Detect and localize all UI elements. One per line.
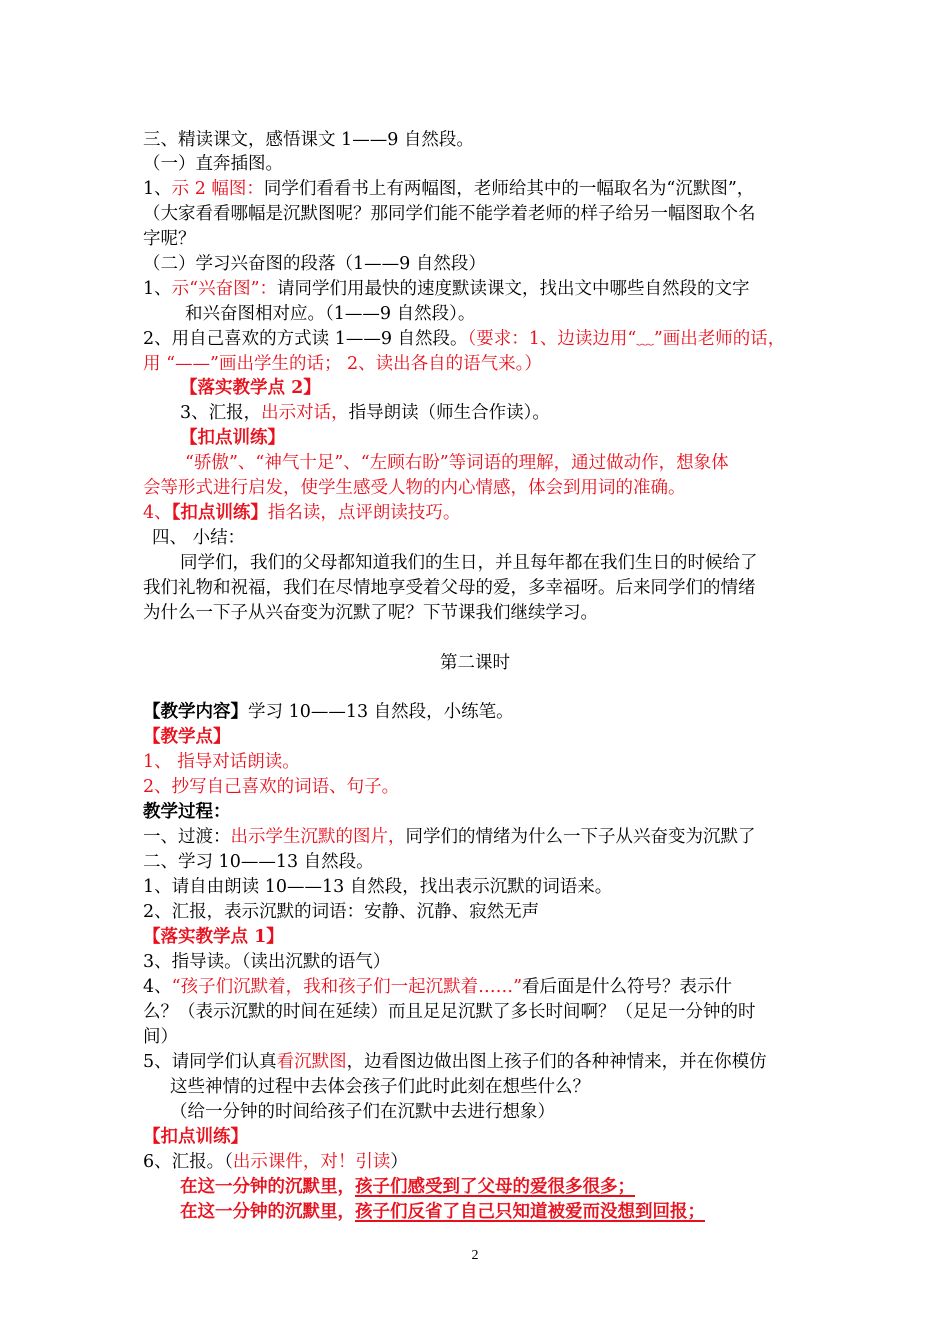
training-tag: 【扣点训练】 <box>143 1127 248 1147</box>
paragraph-line: 4、“孩子们沉默着，我和孩子们一起沉默着……”看后面是什么符号？表示什 <box>143 977 733 997</box>
teaching-point-tag: 【落实教学点 2】 <box>180 378 321 398</box>
paragraph-line: 2、汇报，表示沉默的词语：安静、沉静、寂然无声 <box>143 902 540 922</box>
paragraph-line: 2、用自己喜欢的方式读 1——9 自然段。（要求：1、边读边用“﹏”画出老师的话， <box>143 329 786 349</box>
page-number: 2 <box>471 1248 479 1263</box>
paragraph-line: 二、学习 10——13 自然段。 <box>143 852 374 872</box>
paragraph-line: 和兴奋图相对应。（1——9 自然段）。 <box>185 304 476 324</box>
process-heading: 教学过程： <box>143 802 231 822</box>
subheading: （一）直奔插图。 <box>143 154 283 174</box>
paragraph-line: 1、请自由朗读 10——13 自然段，找出表示沉默的词语来。 <box>143 877 613 897</box>
list-item: 2、抄写自己喜欢的词语、句子。 <box>143 777 400 797</box>
paragraph-line: 【教学内容】学习 10——13 自然段，小练笔。 <box>143 702 514 722</box>
subheading: （二）学习兴奋图的段落（1——9 自然段） <box>143 254 486 274</box>
paragraph-line: 同学们，我们的父母都知道我们的生日，并且每年都在我们生日的时候给了 <box>180 553 758 573</box>
paragraph-line: （给一分钟的时间给孩子们在沉默中去进行想象） <box>170 1102 555 1122</box>
highlight-line: 在这一分钟的沉默里，孩子们反省了自己只知道被爱而没想到回报； <box>180 1202 705 1222</box>
lesson-title: 第二课时 <box>440 653 510 673</box>
paragraph-line: 1、示 2 幅图：同学们看看书上有两幅图，老师给其中的一幅取名为“沉默图”， <box>143 179 755 199</box>
paragraph-line: 为什么一下子从兴奋变为沉默了呢？下节课我们继续学习。 <box>143 603 598 623</box>
paragraph-line: 6、汇报。（出示课件，对！引读） <box>143 1152 408 1172</box>
paragraph-line: 用 “——”画出学生的话； 2、读出各自的语气来。） <box>143 354 542 374</box>
paragraph-line: 么？（表示沉默的时间在延续）而且足足沉默了多长时间啊？（足足一分钟的时 <box>143 1002 756 1022</box>
list-item: 1、 指导对话朗读。 <box>143 752 300 772</box>
paragraph-line: 字呢？ <box>143 229 196 249</box>
paragraph-line: 会等形式进行启发，使学生感受人物的内心情感，体会到用词的准确。 <box>143 478 686 498</box>
highlight-line: 在这一分钟的沉默里，孩子们感受到了父母的爱很多很多； <box>180 1177 635 1197</box>
training-tag: 【扣点训练】 <box>180 428 285 448</box>
teaching-point-heading: 【教学点】 <box>143 727 231 747</box>
paragraph-line: （大家看看哪幅是沉默图呢？那同学们能不能学着老师的样子给另一幅图取个名 <box>143 204 756 224</box>
section-heading: 四、 小结： <box>152 528 246 548</box>
teaching-point-tag: 【落实教学点 1】 <box>143 927 284 947</box>
paragraph-line: 这些神情的过程中去体会孩子们此时此刻在想些什么？ <box>170 1077 590 1097</box>
paragraph-line: 3、指导读。（读出沉默的语气） <box>143 952 391 972</box>
paragraph-line: 一、过渡：出示学生沉默的图片，同学们的情绪为什么一下子从兴奋变为沉默了 <box>143 827 756 847</box>
paragraph-line: “骄傲”、“神气十足”、“左顾右盼”等词语的理解，通过做动作，想象体 <box>185 453 729 473</box>
paragraph-line: 3、汇报，出示对话，指导朗读（师生合作读）。 <box>180 403 550 423</box>
section-heading: 三、精读课文，感悟课文 1——9 自然段。 <box>143 130 474 150</box>
paragraph-line: 间） <box>143 1027 178 1047</box>
paragraph-line: 我们礼物和祝福，我们在尽情地享受着父母的爱，多幸福呀。后来同学们的情绪 <box>143 578 756 598</box>
paragraph-line: 1、示“兴奋图”：请同学们用最快的速度默读课文，找出文中哪些自然段的文字 <box>143 279 750 299</box>
paragraph-line: 4、【扣点训练】指名读，点评朗读技巧。 <box>143 503 461 523</box>
paragraph-line: 5、请同学们认真看沉默图，边看图边做出图上孩子们的各种神情来，并在你模仿 <box>143 1052 767 1072</box>
